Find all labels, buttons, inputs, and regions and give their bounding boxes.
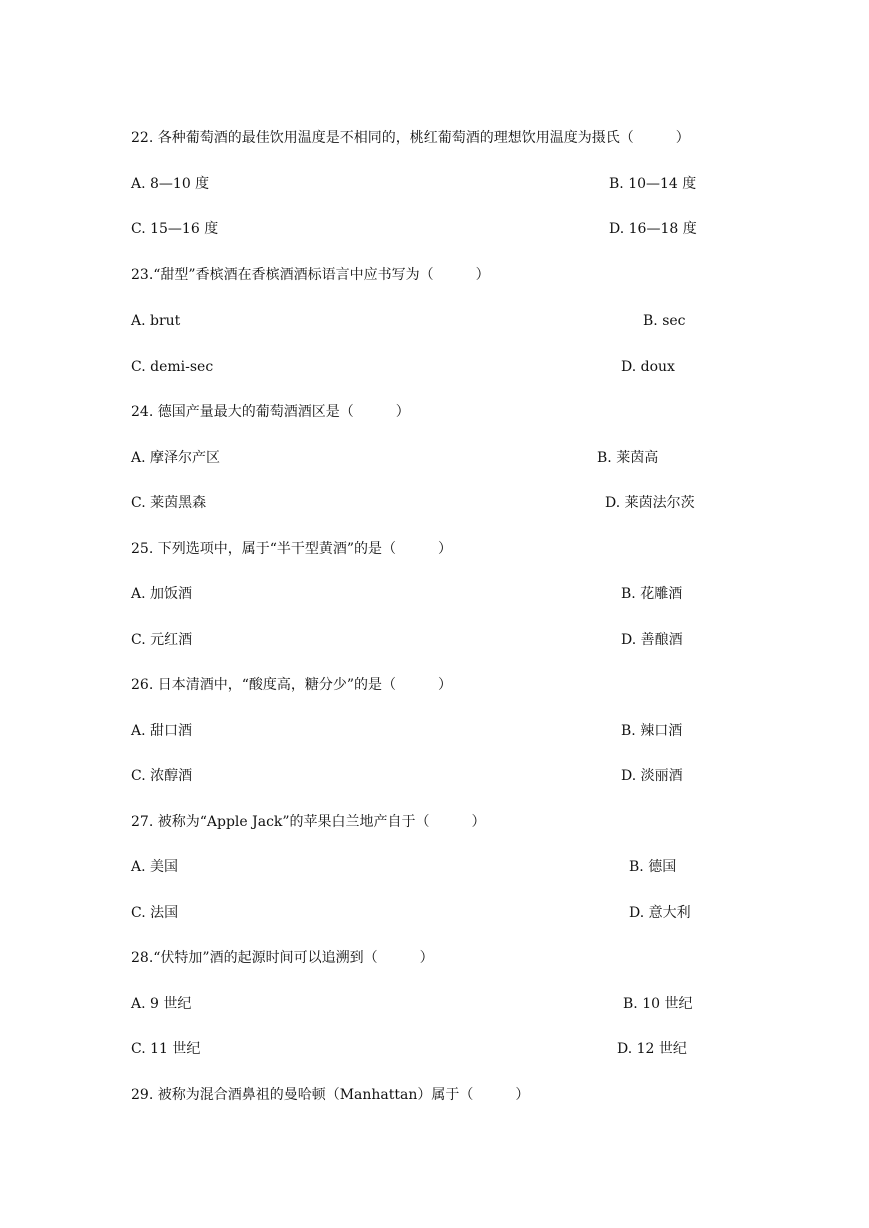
question-28-option-c: C. 11 世纪 <box>131 1041 201 1057</box>
question-29-stem: 29. 被称为混合酒鼻祖的曼哈顿（Manhattan）属于（ ） <box>131 1087 530 1103</box>
question-28-option-d: D. 12 世纪 <box>617 1041 687 1057</box>
question-23-option-c: C. demi-sec <box>131 359 214 375</box>
question-24-option-c: C. 莱茵黑森 <box>131 495 207 511</box>
question-28-option-b: B. 10 世纪 <box>623 996 693 1012</box>
question-23-option-d: D. doux <box>621 359 675 375</box>
question-24-option-b: B. 莱茵高 <box>597 450 659 466</box>
question-23-stem: 23.“甜型”香槟酒在香槟酒酒标语言中应书写为（ ） <box>131 267 490 283</box>
question-26-stem: 26. 日本清酒中，“酸度高，糖分少”的是（ ） <box>131 677 453 693</box>
question-25-stem: 25. 下列选项中，属于“半干型黄酒”的是（ ） <box>131 541 453 557</box>
question-22-option-a: A. 8—10 度 <box>131 176 210 192</box>
question-28-option-a: A. 9 世纪 <box>131 996 192 1012</box>
question-26-option-d: D. 淡丽酒 <box>621 768 683 784</box>
question-28-stem: 28.“伏特加”酒的起源时间可以追溯到（ ） <box>131 950 434 966</box>
question-22-option-d: D. 16—18 度 <box>609 221 697 237</box>
question-26-option-c: C. 浓醇酒 <box>131 768 193 784</box>
question-26-option-b: B. 辣口酒 <box>621 723 683 739</box>
question-27-stem: 27. 被称为“Apple Jack”的苹果白兰地产自于（ ） <box>131 814 486 830</box>
question-24-option-d: D. 莱茵法尔茨 <box>605 495 695 511</box>
question-24-option-a: A. 摩泽尔产区 <box>131 450 221 466</box>
question-23-option-b: B. sec <box>643 313 686 329</box>
question-22-stem: 22. 各种葡萄酒的最佳饮用温度是不相同的，桃红葡萄酒的理想饮用温度为摄氏（ ） <box>131 130 690 146</box>
question-23-option-a: A. brut <box>131 313 181 329</box>
question-25-option-b: B. 花雕酒 <box>621 586 683 602</box>
question-25-option-d: D. 善酿酒 <box>621 632 683 648</box>
question-27-option-c: C. 法国 <box>131 905 179 921</box>
question-25-option-c: C. 元红酒 <box>131 632 193 648</box>
question-22-option-b: B. 10—14 度 <box>609 176 697 192</box>
question-26-option-a: A. 甜口酒 <box>131 723 193 739</box>
question-27-option-a: A. 美国 <box>131 859 179 875</box>
question-27-option-d: D. 意大利 <box>629 905 691 921</box>
question-22-option-c: C. 15—16 度 <box>131 221 219 237</box>
question-24-stem: 24. 德国产量最大的葡萄酒酒区是（ ） <box>131 404 410 420</box>
question-25-option-a: A. 加饭酒 <box>131 586 193 602</box>
question-27-option-b: B. 德国 <box>629 859 677 875</box>
